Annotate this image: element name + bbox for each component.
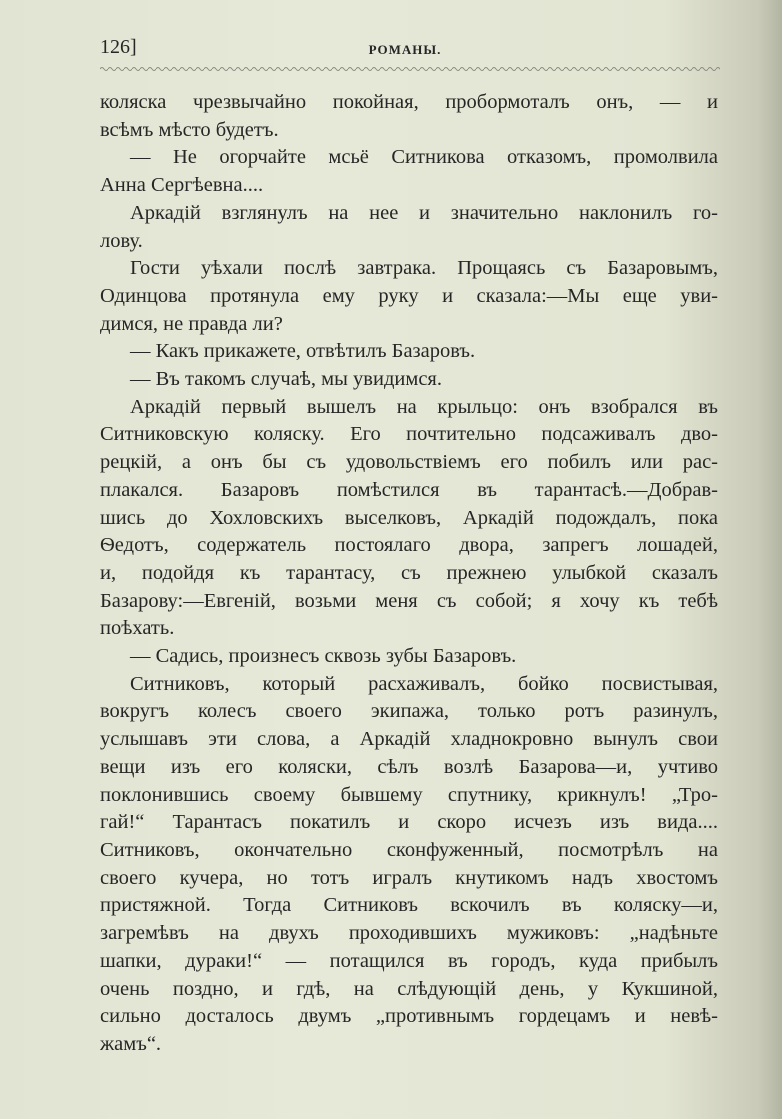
text-line: Ситниковъ, который расхаживалъ, бойко посвистывая, xyxy=(130,672,718,695)
text-line: вокругъ колесъ своего экипажа, только ротъ разинулъ, xyxy=(100,700,718,723)
running-title: РОМАНЫ. xyxy=(368,42,442,57)
text-line: услышавъ эти слова, а Аркадій хладнокровно вынулъ свои xyxy=(100,728,718,751)
text-line: димся, не правда ли? xyxy=(100,312,283,335)
text-line: Ситниковскую коляску. Его почтительно подсаживалъ дво- xyxy=(100,423,718,446)
text-line: своего кучера, но тотъ игралъ кнутикомъ надъ хвостомъ xyxy=(100,866,718,889)
text-line: вещи изъ его коляски, сѣлъ возлѣ Базарова—и, учтиво xyxy=(100,755,718,778)
text-line: Одинцова протянула ему руку и сказала:—Мы еще уви- xyxy=(100,284,718,307)
page-number: 126] xyxy=(100,36,137,58)
text-line: Аркадій взглянулъ на нее и значительно наклонилъ го- xyxy=(130,201,718,224)
text-line: поѣхать. xyxy=(100,617,175,640)
text-line: — Въ такомъ случаѣ, мы увидимся. xyxy=(130,368,442,391)
text-line: плакался. Базаровъ помѣстился въ тарантасѣ.—Добрав- xyxy=(100,478,718,501)
text-line: сильно досталось двумъ „противнымъ гордецамъ и невѣ- xyxy=(100,1005,718,1028)
text-line: рецкій, а онъ бы съ удовольствіемъ его побилъ или рас- xyxy=(100,451,718,474)
text-line: всѣмъ мѣсто будетъ. xyxy=(100,118,279,141)
text-line: — Садись, произнесъ сквозь зубы Базаровъ. xyxy=(130,645,517,668)
text-line: жамъ“. xyxy=(100,1032,162,1055)
text-line: поклонившись своему бывшему спутнику, крикнулъ! „Тро- xyxy=(100,783,718,806)
text-line: и, подойдя къ тарантасу, съ прежнею улыбкой сказалъ xyxy=(100,561,718,584)
text-line: Аркадій первый вышелъ на крыльцо: онъ взобрался въ xyxy=(130,395,718,418)
text-line: Базарову:—Евгеній, возьми меня съ собой; я хочу къ тебѣ xyxy=(100,589,718,612)
text-line: — Не огорчайте мсьё Ситникова отказомъ, промолвила xyxy=(130,146,718,169)
wavy-rule-divider xyxy=(100,64,720,74)
text-line: Ситниковъ, окончательно сконфуженный, посмотрѣлъ на xyxy=(100,838,718,861)
text-line: лову. xyxy=(100,229,143,252)
text-line: шапки, дураки!“ — потащился въ городъ, куда прибылъ xyxy=(100,949,718,972)
text-line: загремѣвъ на двухъ проходившихъ мужиковъ: „надѣньте xyxy=(100,922,718,945)
text-line: пристяжной. Тогда Ситниковъ вскочилъ въ коляску—и, xyxy=(100,894,718,917)
text-line: Ѳедотъ, содержатель постоялаго двора, запрегъ лошадей, xyxy=(100,534,718,557)
text-line: очень поздно, и гдѣ, на слѣдующій день, у Кукшиной, xyxy=(100,977,718,1000)
body-text xyxy=(100,89,718,1059)
text-line: Анна Сергѣевна.... xyxy=(100,174,264,197)
text-line: — Какъ прикажете, отвѣтилъ Базаровъ. xyxy=(130,340,476,363)
text-line: коляска чрезвычайно покойная, пробормоталъ онъ, — и xyxy=(100,91,718,113)
text-line: Гости уѣхали послѣ завтрака. Прощаясь съ Базаровымъ, xyxy=(130,257,718,280)
text-line: шись до Хохловскихъ выселковъ, Аркадій подождалъ, пока xyxy=(100,506,718,529)
text-line: гай!“ Тарантасъ покатилъ и скоро исчезъ изъ вида.... xyxy=(100,811,718,834)
